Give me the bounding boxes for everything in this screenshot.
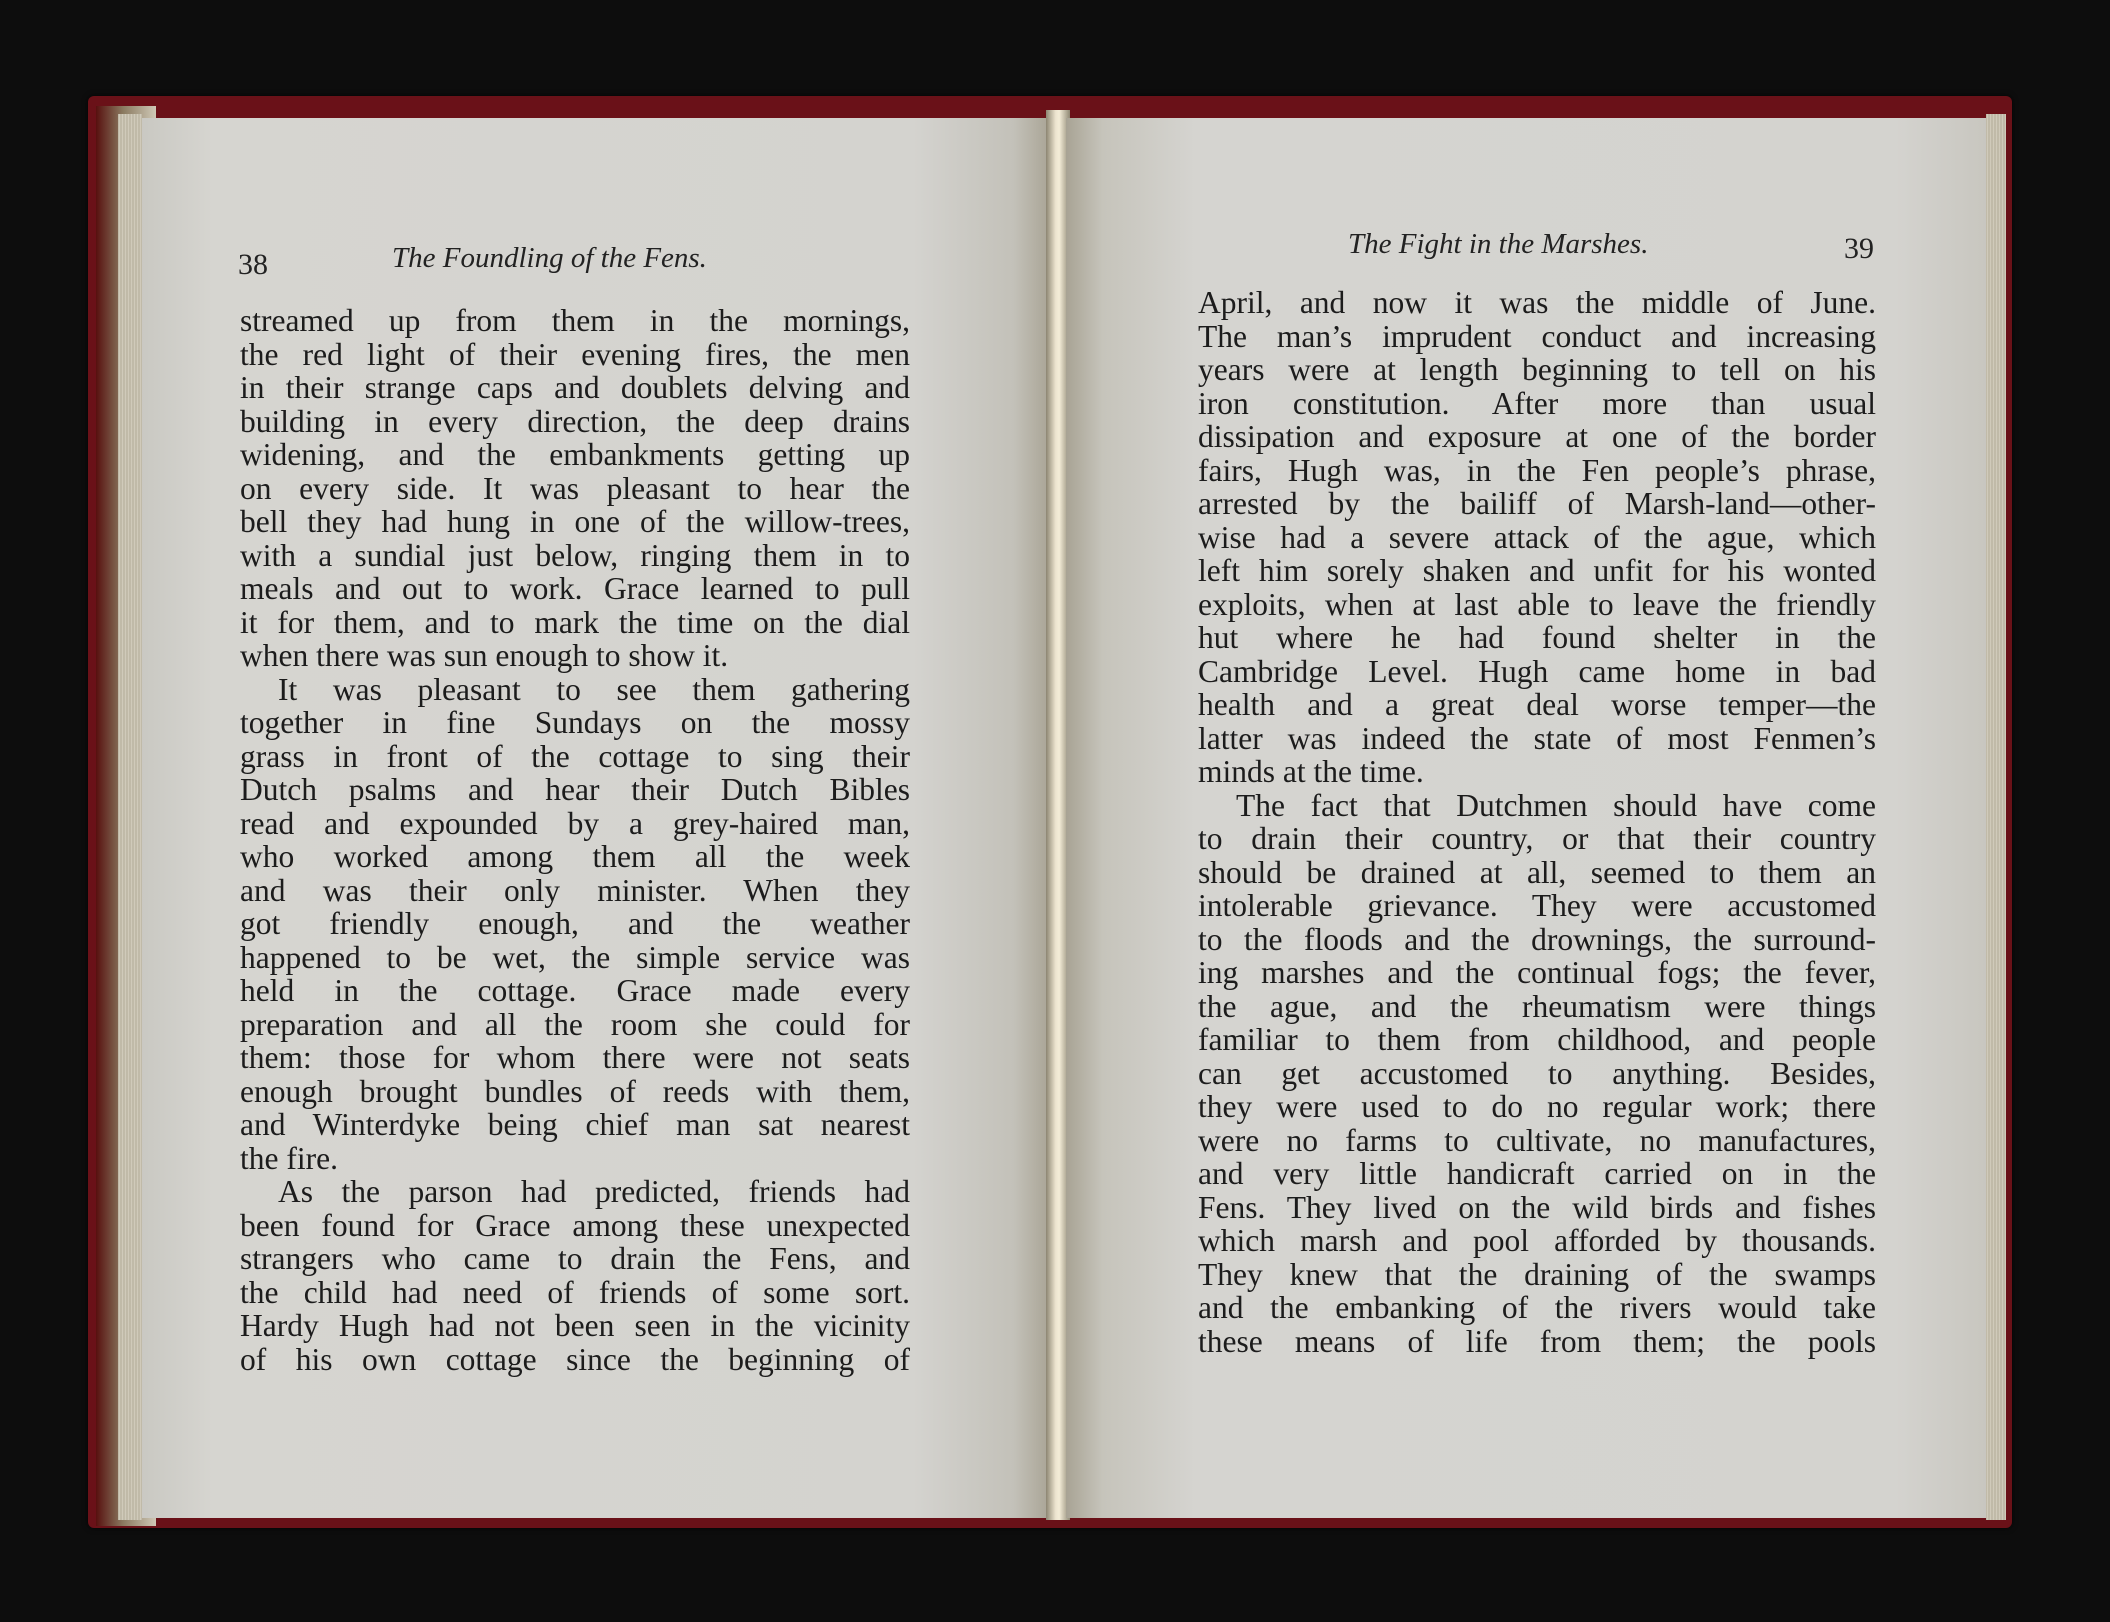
text-line: ing marshes and the continual fogs; the fever,: [1198, 955, 1876, 990]
text-line: strangers who came to drain the Fens, and: [240, 1241, 910, 1276]
text-line: and was their only minister. When they: [240, 872, 910, 908]
text-line: with a sundial just below, ringing them in to: [240, 537, 910, 573]
text-line: fairs, Hugh was, in the Fen people’s phrase,: [1198, 452, 1876, 488]
text-line: As the parson had predicted, friends had: [278, 1174, 910, 1209]
text-line: who worked among them all the week: [240, 839, 910, 874]
text-line: grass in front of the cottage to sing their: [240, 738, 910, 774]
text-line: Cambridge Level. Hugh came home in bad: [1198, 653, 1876, 689]
text-line: of his own cottage since the beginning of: [240, 1341, 910, 1377]
text-line: enough brought bundles of reeds with them,: [240, 1073, 910, 1109]
text-line: The man’s imprudent conduct and increasing: [1198, 318, 1876, 354]
text-line: and the embanking of the rivers would take: [1198, 1290, 1876, 1325]
text-line: on every side. It was pleasant to hear the: [240, 470, 910, 506]
text-line: The fact that Dutchmen should have come: [1236, 787, 1876, 823]
text-line: the red light of their evening fires, the men: [240, 336, 910, 372]
text-line: when there was sun enough to show it.: [240, 638, 729, 673]
text-line: these means of life from them; the pools: [1198, 1323, 1876, 1359]
text-line: got friendly enough, and the weather: [240, 906, 910, 941]
text-line: read and expounded by a grey-haired man,: [240, 805, 910, 841]
text-line: them: those for whom there were not seats: [240, 1040, 910, 1075]
text-line: wise had a severe attack of the ague, which: [1198, 519, 1876, 555]
text-line: it for them, and to mark the time on the dial: [240, 604, 910, 640]
text-line: familiar to them from childhood, and people: [1198, 1022, 1876, 1057]
text-line: which marsh and pool afforded by thousands.: [1198, 1223, 1876, 1258]
text-line: dissipation and exposure at one of the border: [1198, 419, 1876, 454]
text-line: can get accustomed to anything. Besides,: [1198, 1055, 1876, 1091]
text-line: hut where he had found shelter in the: [1198, 620, 1876, 655]
text-line: minds at the time.: [1198, 754, 1424, 789]
text-line: bell they had hung in one of the willow-trees,: [240, 504, 910, 539]
text-line: to drain their country, or that their country: [1198, 821, 1876, 856]
text-line: Fens. They lived on the wild birds and fishes: [1198, 1189, 1876, 1225]
text-line: Dutch psalms and hear their Dutch Bibles: [240, 772, 910, 807]
text-line: iron constitution. After more than usual: [1198, 385, 1876, 421]
text-line: streamed up from them in the mornings,: [240, 303, 910, 338]
text-line: building in every direction, the deep drains: [240, 403, 910, 439]
page-number-left: 38: [238, 248, 268, 281]
text-line: preparation and all the room she could for: [240, 1006, 910, 1042]
page-number-right: 39: [1844, 232, 1874, 265]
text-line: They knew that the draining of the swamps: [1198, 1256, 1876, 1292]
text-line: left him sorely shaken and unfit for his wonted: [1198, 553, 1876, 588]
text-line: were no farms to cultivate, no manufactures,: [1198, 1122, 1876, 1158]
page-edges-right: [1986, 114, 2006, 1520]
running-title-right: The Fight in the Marshes.: [1348, 228, 1649, 260]
text-line: Hardy Hugh had not been seen in the vicinity: [240, 1308, 910, 1343]
text-line: the ague, and the rheumatism were things: [1198, 988, 1876, 1024]
text-line: health and a great deal worse temper—the: [1198, 687, 1876, 722]
text-line: in their strange caps and doublets delving and: [240, 370, 910, 405]
text-line: been found for Grace among these unexpected: [240, 1207, 910, 1243]
text-line: together in fine Sundays on the mossy: [240, 705, 910, 740]
text-line: meals and out to work. Grace learned to pull: [240, 571, 910, 606]
page-edges-left: [118, 114, 142, 1520]
text-line: should be drained at all, seemed to them an: [1198, 854, 1876, 890]
left-page-body-text: [240, 304, 910, 1376]
text-line: and Winterdyke being chief man sat nearest: [240, 1107, 910, 1142]
text-line: to the floods and the drownings, the surround-: [1198, 921, 1876, 957]
text-line: latter was indeed the state of most Fenmen’s: [1198, 720, 1876, 756]
text-line: held in the cottage. Grace made every: [240, 973, 910, 1008]
text-line: It was pleasant to see them gathering: [278, 671, 910, 707]
text-line: intolerable grievance. They were accustomed: [1198, 888, 1876, 923]
text-line: happened to be wet, the simple service was: [240, 939, 910, 975]
running-title-left: The Foundling of the Fens.: [392, 242, 707, 274]
text-line: they were used to do no regular work; there: [1198, 1089, 1876, 1124]
text-line: years were at length beginning to tell on his: [1198, 352, 1876, 387]
text-line: widening, and the embankments getting up: [240, 437, 910, 472]
right-page: [1066, 118, 1988, 1518]
text-line: the child had need of friends of some sort.: [240, 1274, 910, 1310]
left-page: [140, 118, 1050, 1518]
text-line: April, and now it was the middle of June.: [1198, 285, 1876, 320]
text-line: arrested by the bailiff of Marsh-land—other-: [1198, 486, 1876, 521]
right-page-body-text: [1198, 286, 1876, 1358]
text-line: the fire.: [240, 1140, 338, 1176]
text-line: exploits, when at last able to leave the friendly: [1198, 586, 1876, 622]
text-line: and very little handicraft carried on in the: [1198, 1156, 1876, 1191]
